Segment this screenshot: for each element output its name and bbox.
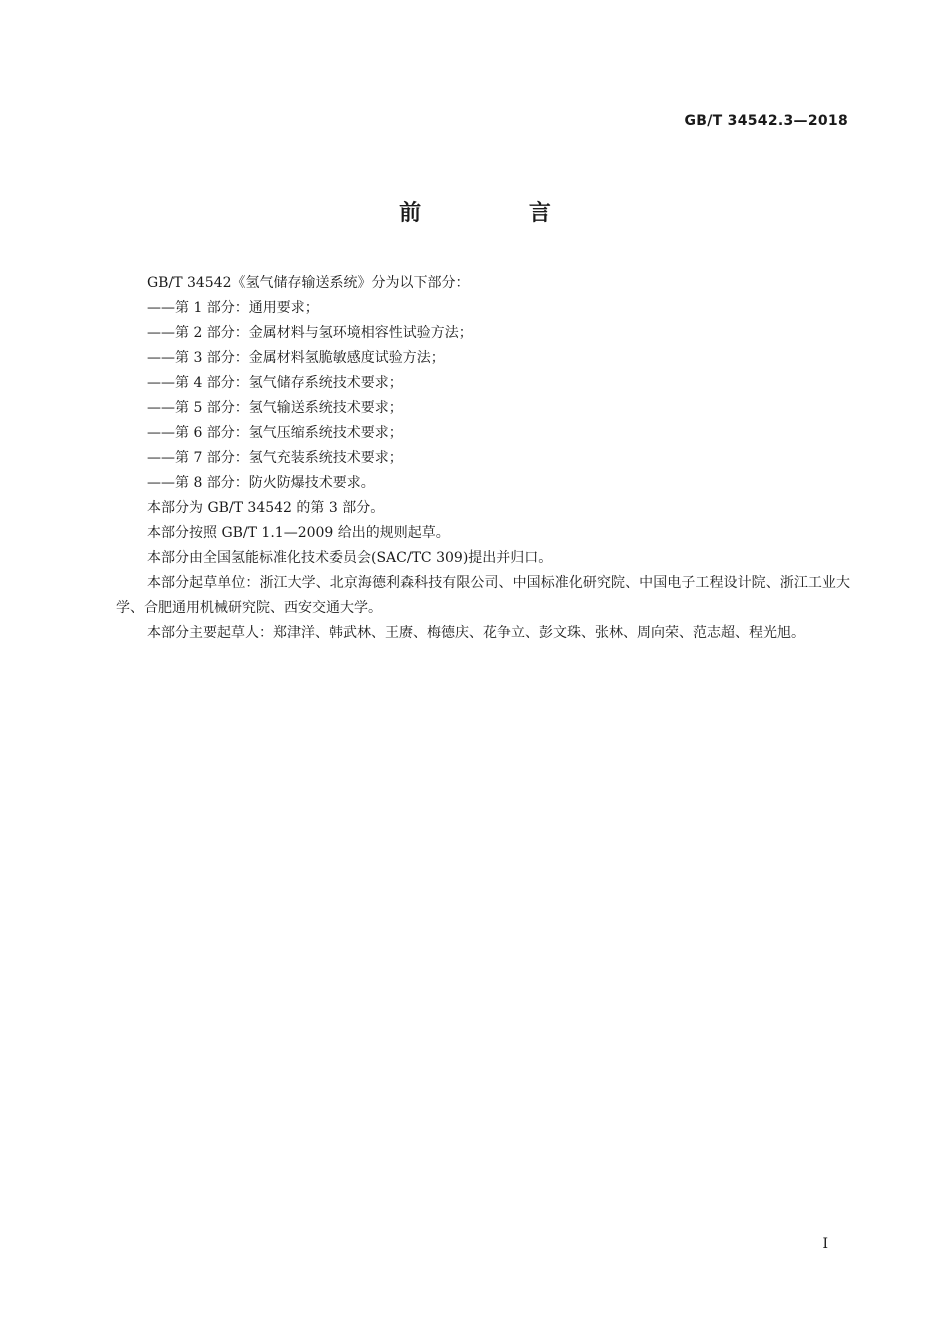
list-item-part-4: ——第 4 部分：氢气储存系统技术要求；	[147, 375, 403, 391]
standard-code: GB/T 34542.3—2018	[684, 113, 848, 129]
list-item-part-7: ——第 7 部分：氢气充装系统技术要求；	[147, 450, 403, 466]
list-item-part-1: ——第 1 部分：通用要求；	[147, 300, 319, 316]
paragraph-part-statement: 本部分为 GB/T 34542 的第 3 部分。	[147, 500, 385, 516]
paragraph-series-intro: GB/T 34542《氢气储存输送系统》分为以下部分：	[147, 275, 470, 291]
paragraph-drafters: 本部分主要起草人：郑津洋、韩武林、王赓、梅德庆、花争立、彭文珠、张林、周向荣、范志超、程光旭。	[147, 625, 805, 641]
list-item-part-6: ——第 6 部分：氢气压缩系统技术要求；	[147, 425, 403, 441]
paragraph-drafting-rules: 本部分按照 GB/T 1.1—2009 给出的规则起草。	[147, 525, 450, 541]
paragraph-drafting-units: 本部分起草单位：浙江大学、北京海德利森科技有限公司、中国标准化研究院、中国电子工程设计院、浙江工业大学、合肥通用机械研究院、西安交通大学。	[116, 575, 850, 616]
page-number: I	[822, 1236, 828, 1252]
page-title: 前 言	[399, 201, 601, 226]
list-item-part-8: ——第 8 部分：防火防爆技术要求。	[147, 475, 375, 491]
list-item-part-2: ——第 2 部分：金属材料与氢环境相容性试验方法；	[147, 325, 473, 341]
list-item-part-5: ——第 5 部分：氢气输送系统技术要求；	[147, 400, 403, 416]
paragraph-proposer: 本部分由全国氢能标准化技术委员会(SAC/TC 309)提出并归口。	[147, 550, 553, 566]
document-body	[116, 271, 850, 646]
list-item-part-3: ——第 3 部分：金属材料氢脆敏感度试验方法；	[147, 350, 445, 366]
